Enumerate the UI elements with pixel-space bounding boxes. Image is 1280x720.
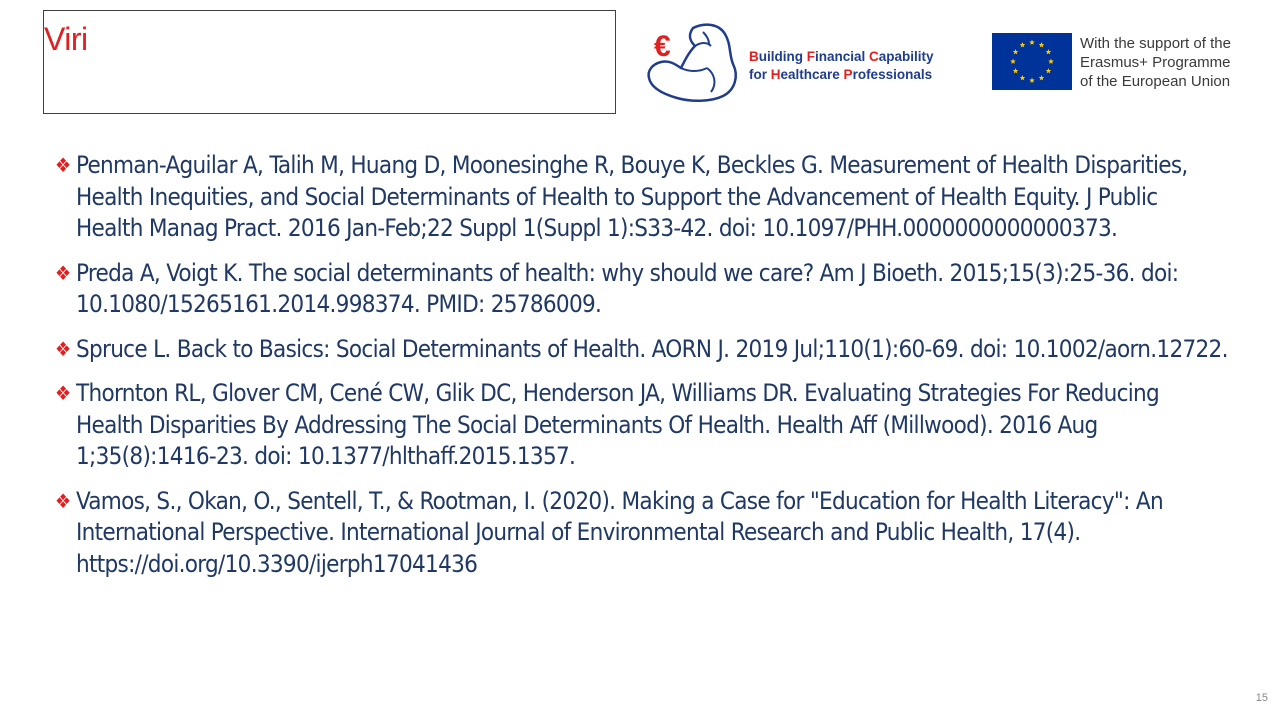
reference-item bbox=[55, 334, 1230, 366]
euro-symbol: € bbox=[654, 30, 671, 63]
diamond-bullet-icon: ❖ bbox=[55, 381, 71, 405]
eu-line-3: of the European Union bbox=[1080, 73, 1231, 90]
reference-item bbox=[55, 150, 1230, 245]
reference-text: Penman-Aguilar A, Talih M, Huang D, Moonesinghe R, Bouye K, Beckles G. Measurement of Health Disparities, Health Inequities, and Social Determinants of Health to Support the Advancement of Health Equity. J Public Health Manag Pract. 2016 Jan-Feb;22 Suppl 1(Suppl 1):S33-42. doi: 10.1097/PHH.0000000000000373. bbox=[76, 151, 1188, 242]
diamond-bullet-icon: ❖ bbox=[55, 488, 71, 513]
bfc-logo bbox=[645, 20, 955, 104]
eu-support-text bbox=[1080, 34, 1231, 91]
diamond-bullet-icon: ❖ bbox=[55, 153, 71, 177]
title-placeholder-box bbox=[43, 10, 616, 114]
page-number: 15 bbox=[1255, 692, 1268, 704]
logo-text-part: ealthcare bbox=[780, 67, 844, 82]
flexed-arm-icon bbox=[645, 20, 745, 104]
logo-text-part: for bbox=[749, 67, 771, 82]
eu-line-2: Erasmus+ Programme bbox=[1080, 54, 1231, 71]
logo-text-part: C bbox=[869, 49, 879, 64]
reference-item bbox=[55, 486, 1230, 581]
logo-text-part: P bbox=[843, 67, 853, 82]
logo-text-part: apability bbox=[878, 49, 934, 64]
eu-line-1: With the support of the bbox=[1080, 35, 1231, 52]
reference-item bbox=[55, 378, 1230, 473]
logo-text-part: B bbox=[749, 49, 759, 64]
reference-item bbox=[55, 258, 1230, 321]
eu-flag-icon bbox=[992, 33, 1072, 90]
diamond-bullet-icon: ❖ bbox=[55, 260, 71, 285]
logo-text-part: F bbox=[806, 49, 815, 64]
logo-text-part: rofessionals bbox=[852, 67, 933, 82]
logo-text-part: H bbox=[770, 67, 781, 82]
logo-text-part: uilding bbox=[758, 49, 807, 64]
logo-line-2 bbox=[749, 66, 934, 84]
reference-text: Preda A, Voigt K. The social determinants of health: why should we care? Am J Bioeth. 2015;15(3):25-36. doi: 10.1080/15265161.2014.998374. PMID: 25786009. bbox=[76, 258, 1179, 318]
diamond-bullet-icon: ❖ bbox=[55, 336, 71, 361]
reference-text: Thornton RL, Glover CM, Cené CW, Glik DC, Henderson JA, Williams DR. Evaluating Strategies For Reducing Health Disparities By Addressing The Social Determinants Of Health. Health Aff (Millwood). 2016 Aug 1;35(8):1416-23. doi: 10.1377/hlthaff.2015.1357. bbox=[76, 379, 1160, 470]
logo-text-part: inancial bbox=[815, 49, 870, 64]
reference-text: Vamos, S., Okan, O., Sentell, T., & Rootman, I. (2020). Making a Case for "Education for Health Literacy": An International Perspective. International Journal of Environmental Research and Public Health, 17(4). https://doi.org/10.3390/ijerph17041436 bbox=[76, 486, 1163, 578]
reference-text: Spruce L. Back to Basics: Social Determinants of Health. AORN J. 2019 Jul;110(1):60-69. doi: 10.1002/aorn.12722. bbox=[76, 334, 1228, 363]
reference-list bbox=[55, 150, 1230, 593]
logo-line-1 bbox=[749, 48, 934, 66]
logo-text bbox=[749, 48, 934, 84]
slide-title: Viri bbox=[44, 21, 88, 57]
